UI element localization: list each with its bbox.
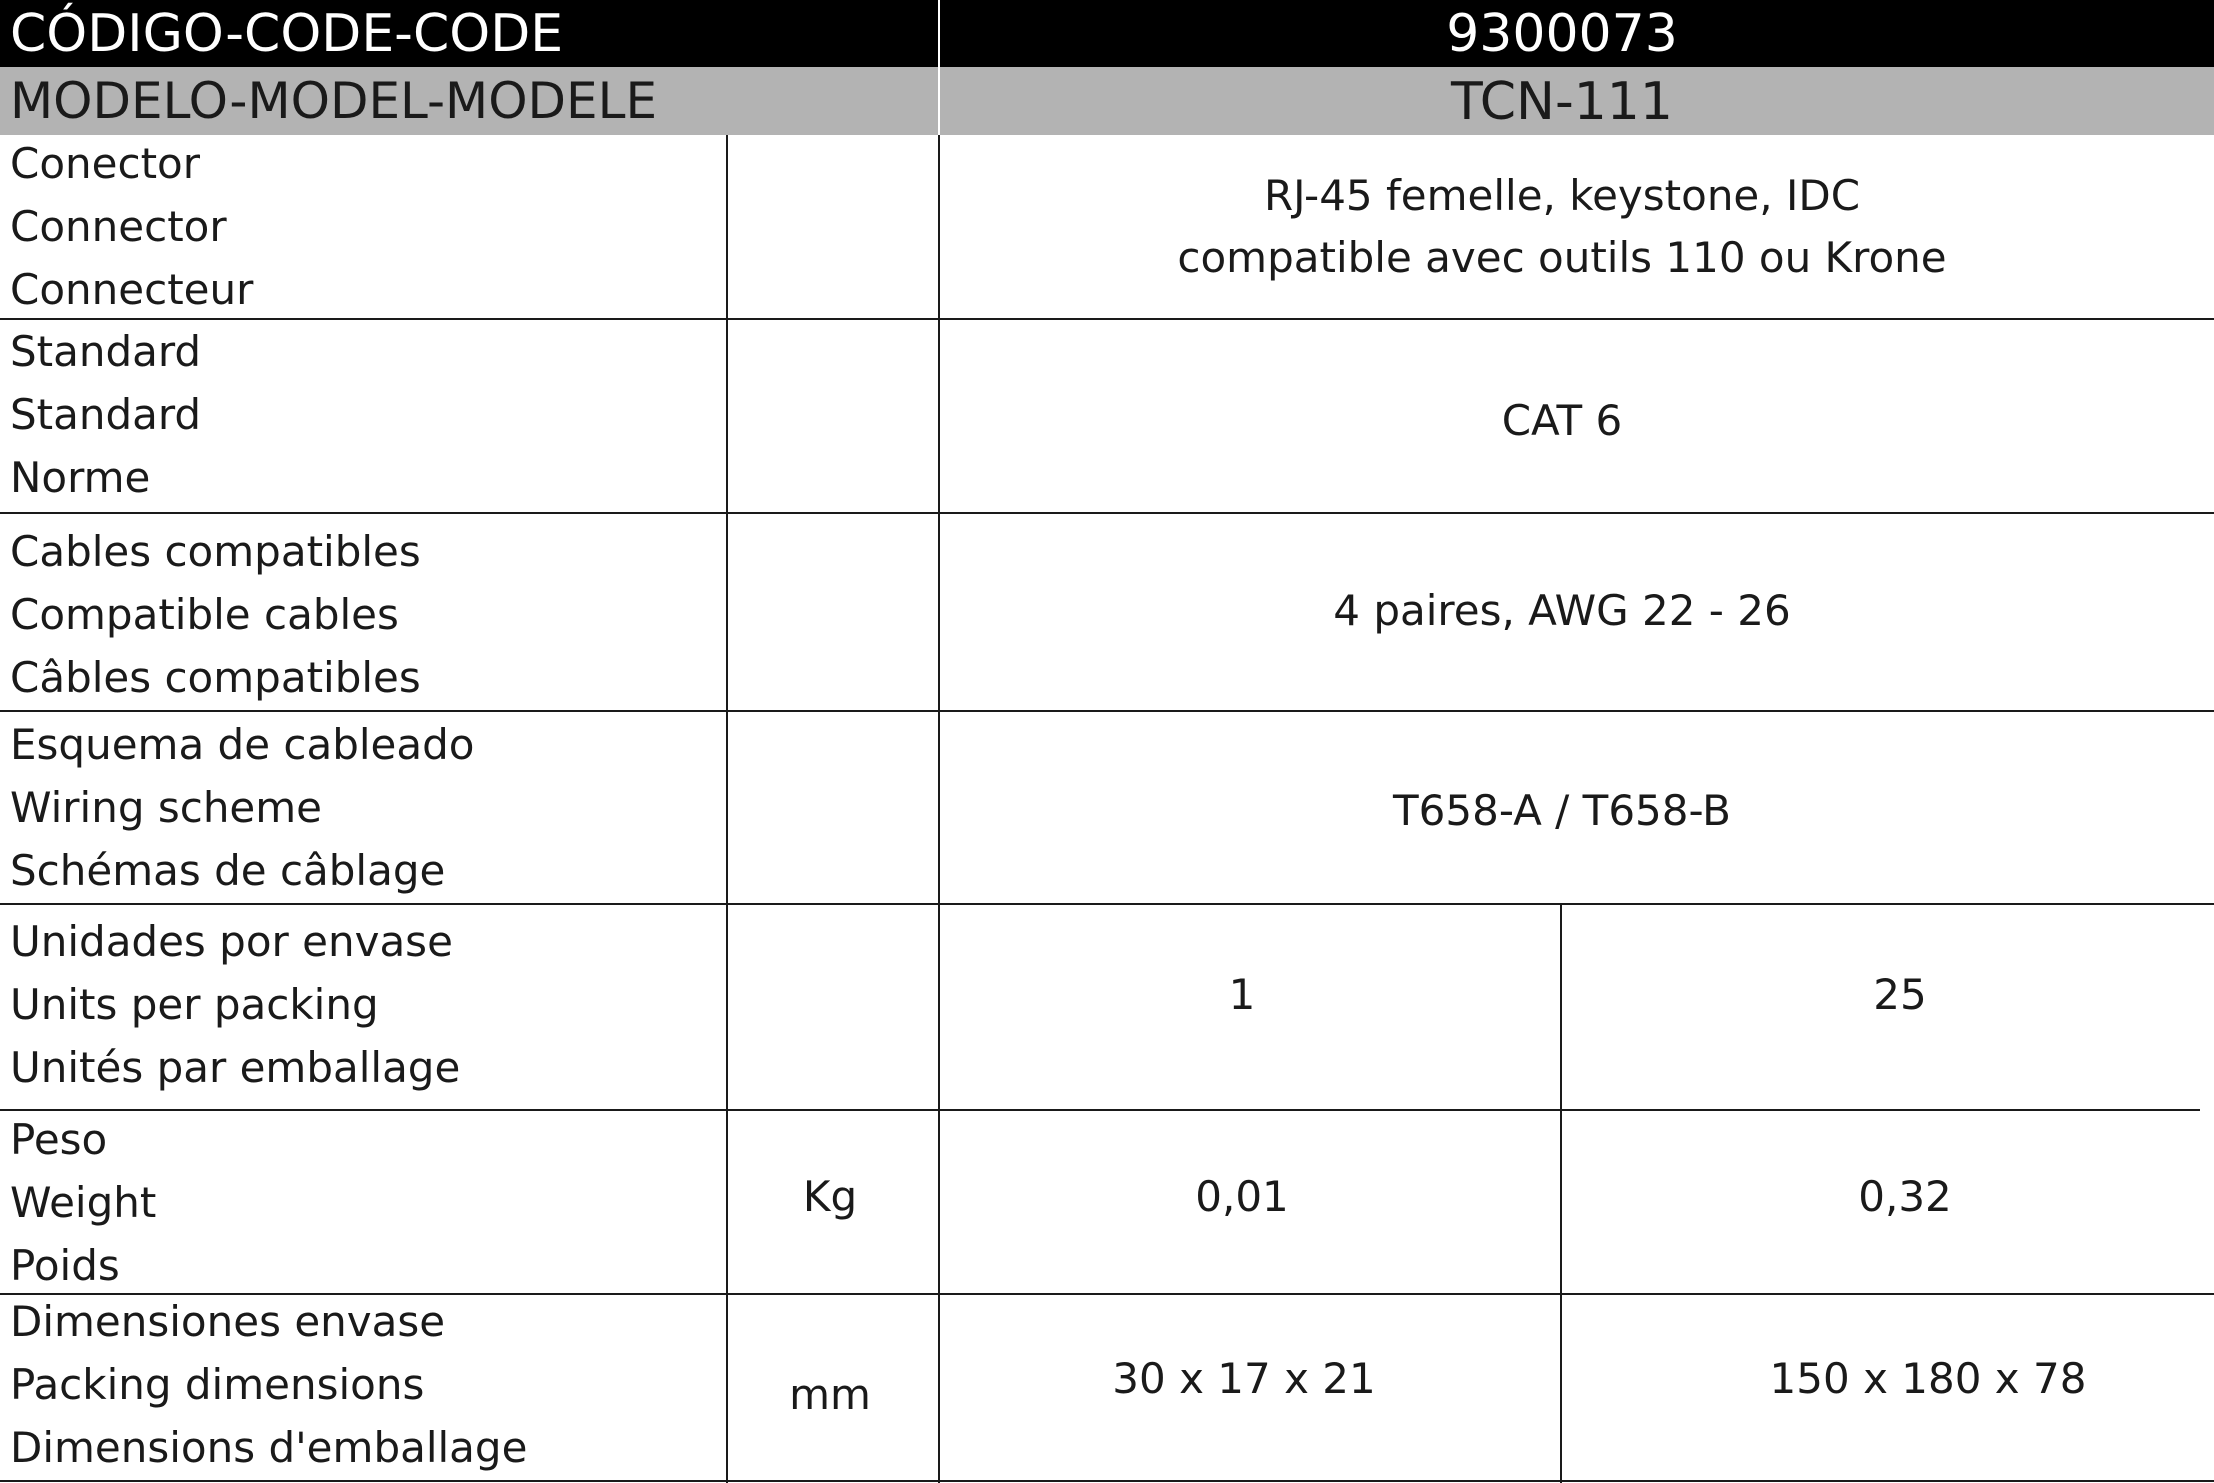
label-en: Units per packing — [10, 980, 379, 1029]
grid-line — [726, 135, 728, 1483]
label-en: Wiring scheme — [10, 783, 323, 832]
row-separator — [0, 710, 2214, 712]
dimensions-unit: mm — [789, 1370, 871, 1419]
label-es: Peso — [10, 1115, 108, 1164]
connector-value-line1: RJ-45 femelle, keystone, IDC — [1263, 171, 1861, 220]
label-fr: Norme — [10, 453, 151, 502]
header-divider — [938, 67, 940, 135]
cables-value: 4 paires, AWG 22 - 26 — [1333, 586, 1791, 635]
label-fr: Unités par emballage — [10, 1043, 461, 1092]
row-separator — [0, 318, 2214, 320]
standard-value: CAT 6 — [1501, 396, 1623, 445]
cables-label — [10, 520, 421, 709]
row-separator — [0, 512, 2214, 514]
code-value: 9300073 — [1446, 4, 1678, 64]
weight-unit: Kg — [802, 1172, 858, 1221]
weight-label — [10, 1108, 156, 1297]
model-value: TCN-111 — [1451, 72, 1673, 132]
dimensions-value-1: 30 x 17 x 21 — [1112, 1354, 1376, 1403]
units-label — [10, 910, 460, 1099]
label-es: Standard — [10, 327, 202, 376]
label-fr: Dimensions d'emballage — [10, 1423, 528, 1472]
connector-value-line2: compatible avec outils 110 ou Krone — [1177, 233, 1947, 282]
code-label: CÓDIGO-CODE-CODE — [10, 4, 564, 64]
label-es: Conector — [10, 139, 201, 188]
wiring-value: T658-A / T658-B — [1393, 786, 1731, 835]
weight-value-1: 0,01 — [1195, 1172, 1289, 1221]
label-en: Connector — [10, 202, 227, 251]
model-label-mask — [724, 67, 938, 135]
label-en: Weight — [10, 1178, 157, 1227]
label-es: Cables compatibles — [10, 527, 421, 576]
label-en: Standard — [10, 390, 202, 439]
grid-line — [938, 135, 940, 1483]
model-label: MODELO-MODEL-MODELE — [10, 72, 658, 130]
label-fr: Câbles compatibles — [10, 653, 421, 702]
row-separator — [0, 1480, 2214, 1482]
row-separator — [0, 903, 2214, 905]
label-en: Packing dimensions — [10, 1360, 425, 1409]
row-separator — [0, 1109, 2200, 1111]
wiring-label — [10, 713, 474, 902]
units-value-2: 25 — [1873, 970, 1927, 1019]
label-fr: Schémas de câblage — [10, 846, 446, 895]
label-en: Compatible cables — [10, 590, 399, 639]
label-fr: Connecteur — [10, 265, 254, 314]
label-es: Esquema de cableado — [10, 720, 475, 769]
label-es: Unidades por envase — [10, 917, 453, 966]
weight-value-2: 0,32 — [1858, 1172, 1952, 1221]
grid-line — [1560, 904, 1562, 1483]
label-es: Dimensiones envase — [10, 1297, 446, 1346]
connector-label — [10, 132, 253, 321]
label-fr: Poids — [10, 1241, 120, 1290]
dimensions-label — [10, 1290, 527, 1479]
standard-label — [10, 320, 201, 509]
units-value-1: 1 — [1228, 970, 1256, 1019]
dimensions-value-2: 150 x 180 x 78 — [1769, 1354, 2087, 1403]
header-divider — [938, 0, 940, 67]
